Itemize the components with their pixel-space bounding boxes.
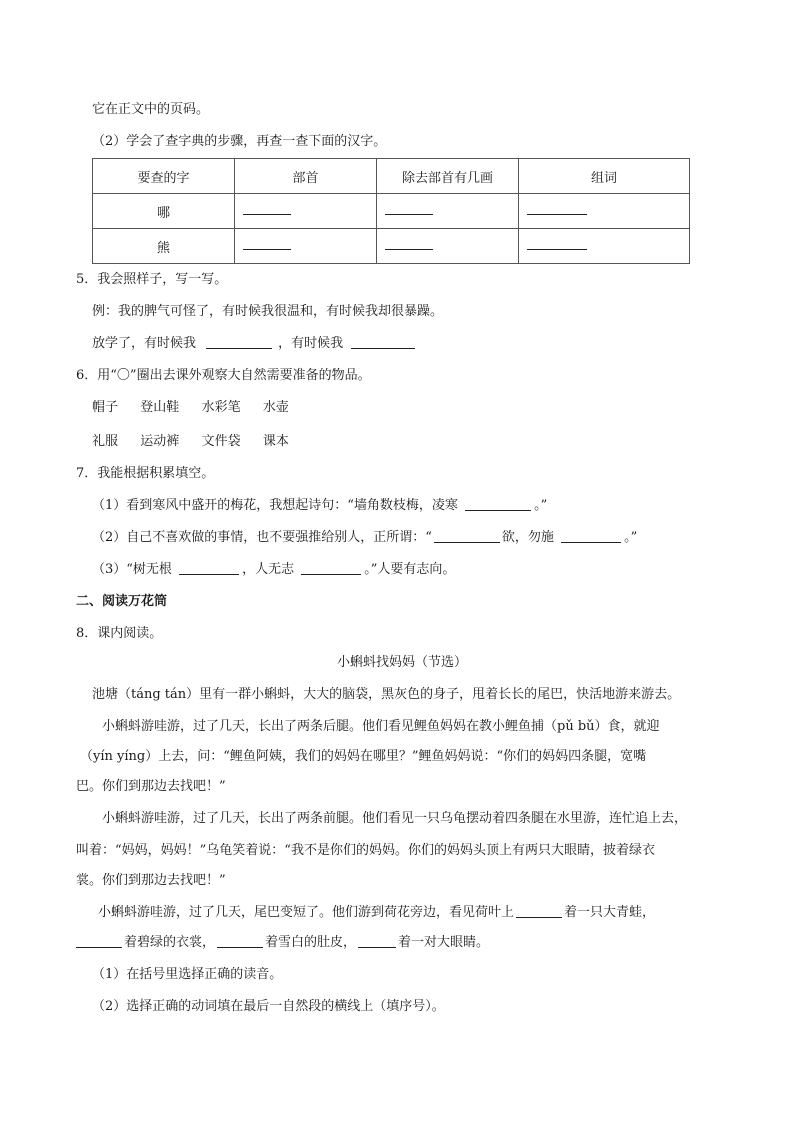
text-line: 它在正文中的页码。: [92, 102, 210, 117]
sub-question-2: （2）选择正确的动词填在最后一自然段的横线上（填序号）。: [92, 999, 445, 1014]
question-7-3: [92, 561, 455, 579]
answer-blank[interactable]: [465, 497, 531, 511]
passage-line: 裳。你们到那边去找吧！”: [76, 873, 226, 888]
question-6: 6．用“〇”圈出去课外观察大自然需要准备的物品。: [76, 368, 371, 383]
table-header-cell: 要查的字: [93, 159, 235, 194]
answer-blank[interactable]: [206, 335, 272, 349]
section-heading: 二、阅读万花筒: [76, 594, 168, 609]
passage-title: 小蝌蚪找妈妈（节选）: [337, 655, 468, 670]
items-row-2: [92, 433, 289, 451]
table-cell-char: 哪: [93, 194, 235, 229]
answer-middle: ，有时候我: [278, 336, 344, 351]
passage-line: 巴。你们到那边去找吧！”: [76, 779, 226, 794]
passage-line: 池塘（táng tán）里有一群小蝌蚪，大大的脑袋，黑灰色的身子，甩着长长的尾巴，快活地游来游去。: [92, 687, 681, 702]
passage-text: 小蝌蚪游哇游，过了几天，尾巴变短了。他们游到荷花旁边，看见荷叶上: [98, 905, 515, 920]
passage-text: 着碧绿的衣裳，: [124, 935, 216, 950]
answer-blank[interactable]: [561, 529, 621, 543]
item-option[interactable]: 登山鞋: [140, 400, 180, 415]
question-5: 5．我会照样子，写一写。: [76, 272, 228, 287]
answer-blank-strokes[interactable]: [377, 194, 519, 229]
question-5-answer: [92, 335, 415, 353]
answer-blank-word[interactable]: [519, 194, 690, 229]
item-option[interactable]: 水彩笔: [201, 400, 241, 415]
passage-text: 着一对大眼睛。: [398, 935, 490, 950]
table-row: [93, 194, 690, 229]
answer-blank[interactable]: [179, 561, 239, 575]
passage-line: 小蝌蚪游哇游，过了几天，长出了两条前腿。他们看见一只乌龟摆动着四条腿在水里游，连忙追上去，: [102, 811, 688, 826]
question-4-2: （2）学会了查字典的步骤，再查一查下面的汉字。: [92, 134, 387, 149]
passage-line: （yín yíng）上去，问：“鲤鱼阿姨，我们的妈妈在哪里？”鲤鱼妈妈说：“你们的妈妈四条腿，宽嘴: [80, 749, 647, 764]
question-text: ，人无志: [242, 562, 295, 577]
passage-line: 叫着：“妈妈，妈妈！”乌龟笑着说：“我不是你们的妈妈。你们的妈妈头顶上有两只大眼睛，披着绿衣: [76, 843, 655, 858]
answer-blank-radical[interactable]: [235, 194, 377, 229]
item-option[interactable]: 文件袋: [201, 434, 241, 449]
sub-question-1: （1）在括号里选择正确的读音。: [92, 967, 283, 982]
table-row: [93, 229, 690, 264]
table-header-cell: 部首: [235, 159, 377, 194]
item-option[interactable]: 水壶: [262, 400, 289, 415]
passage-text: 着一只大青蛙，: [564, 905, 656, 920]
item-option[interactable]: 运动裤: [140, 434, 180, 449]
answer-blank[interactable]: [217, 934, 263, 948]
question-5-example: 例：我的脾气可怪了，有时候我很温和，有时候我却很暴躁。: [92, 304, 444, 319]
question-text: （3）“树无根: [92, 562, 172, 577]
passage-text: 着雪白的肚皮，: [265, 935, 357, 950]
question-text: 欲，勿施: [501, 530, 554, 545]
answer-blank-word[interactable]: [519, 229, 690, 264]
table-header-row: [93, 159, 690, 194]
passage-line: [98, 904, 655, 922]
answer-blank[interactable]: [351, 335, 415, 349]
answer-blank-strokes[interactable]: [377, 229, 519, 264]
item-option[interactable]: 课本: [262, 434, 289, 449]
question-7-2: [92, 529, 637, 547]
table-header-cell: 组词: [519, 159, 690, 194]
question-7: 7．我能根据积累填空。: [76, 466, 215, 481]
question-text: （1）看到寒风中盛开的梅花，我想起诗句：“墙角数枝梅，凌寒: [92, 498, 458, 513]
item-option[interactable]: 礼服: [92, 434, 119, 449]
answer-blank[interactable]: [434, 529, 500, 543]
question-text: （2）自己不喜欢做的事情，也不要强推给别人，正所谓：“: [92, 530, 432, 545]
answer-prefix: 放学了，有时候我: [92, 336, 197, 351]
question-text: 。”人要有志向。: [364, 562, 456, 577]
passage-line: 小蝌蚪游哇游，过了几天，长出了两条后腿。他们看见鲤鱼妈妈在教小鲤鱼捕（pǔ bǔ）食，就迎: [102, 719, 660, 734]
lookup-table: [92, 158, 690, 264]
answer-blank[interactable]: [301, 561, 361, 575]
answer-blank-radical[interactable]: [235, 229, 377, 264]
passage-line: [76, 934, 489, 952]
answer-blank[interactable]: [516, 904, 562, 918]
table-cell-char: 熊: [93, 229, 235, 264]
question-text: 。”: [534, 498, 548, 513]
question-7-1: [92, 497, 547, 515]
question-8: 8．课内阅读。: [76, 626, 163, 641]
answer-blank[interactable]: [358, 934, 396, 948]
question-text: 。”: [624, 530, 638, 545]
item-option[interactable]: 帽子: [92, 400, 119, 415]
answer-blank[interactable]: [76, 934, 122, 948]
items-row-1: [92, 399, 289, 417]
table-header-cell: 除去部首有几画: [377, 159, 519, 194]
